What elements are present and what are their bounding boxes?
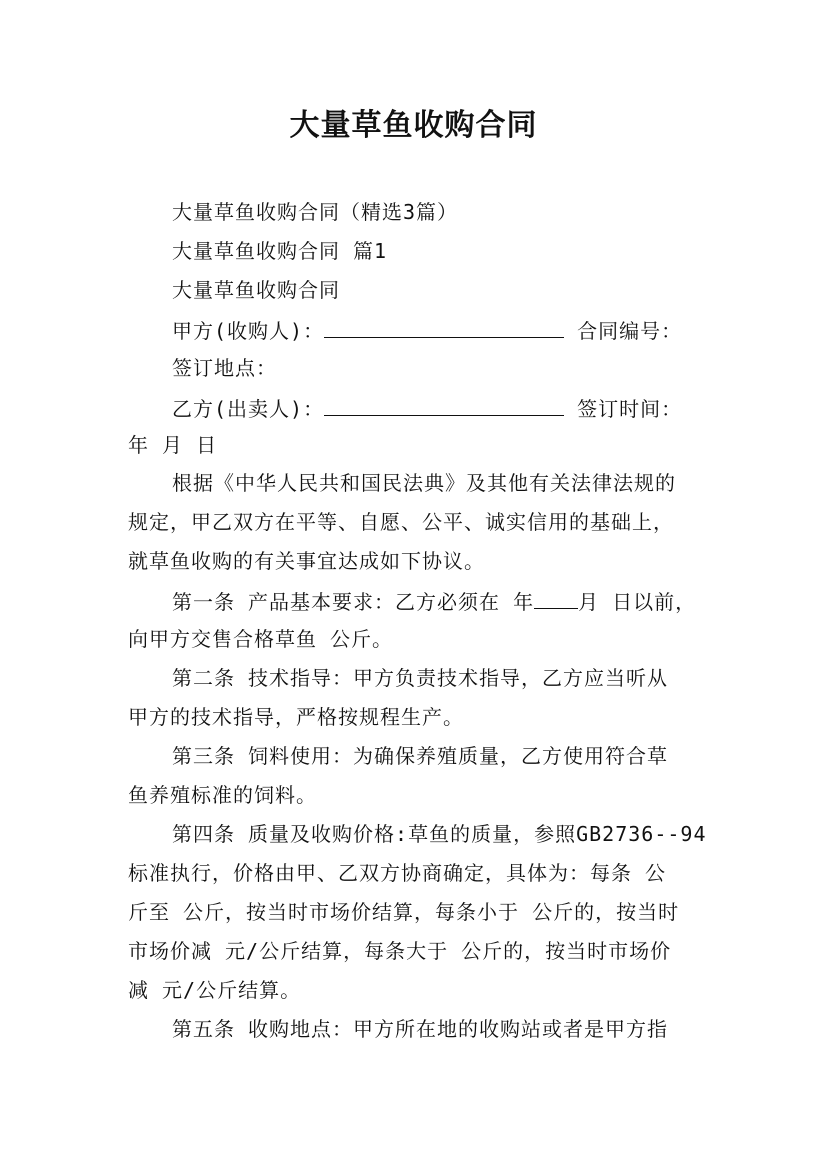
article4-line-4: 市场价减 元/公斤结算，每条大于 公斤的，按当时市场价: [128, 939, 672, 963]
party-b-blank: [324, 391, 564, 416]
article1-text-b: 月 日以前，: [578, 590, 697, 614]
article2-line-2: 甲方的技术指导，严格按规程生产。: [128, 705, 464, 729]
article4-line-5: 减 元/公斤结算。: [128, 978, 302, 1002]
sign-place-label: 签订地点：: [172, 356, 277, 380]
party-a-line: [128, 313, 752, 345]
article1-line-1: [128, 584, 752, 616]
article4-line-3: 斤至 公斤，按当时市场价结算，每条小于 公斤的，按当时: [128, 900, 680, 924]
article1-text-a: 第一条 产品基本要求：乙方必须在 年: [172, 590, 535, 614]
contract-subtitle: 大量草鱼收购合同: [172, 278, 340, 302]
article3-line-2: 鱼养殖标准的饲料。: [128, 783, 317, 807]
article3-line-1: 第三条 饲料使用：为确保养殖质量，乙方使用符合草: [172, 744, 669, 768]
para1-line-1: 根据《中华人民共和国民法典》及其他有关法律法规的: [172, 471, 676, 495]
article2-line-1: 第二条 技术指导：甲方负责技术指导，乙方应当听从: [172, 666, 669, 690]
party-b-label: 乙方(出卖人)：: [172, 397, 325, 421]
para1-line-3: 就草鱼收购的有关事宜达成如下协议。: [128, 549, 485, 573]
party-a-blank: [324, 313, 564, 338]
article4-line-1: 第四条 质量及收购价格:草鱼的质量，参照GB2736--94: [172, 822, 707, 846]
article4-line-2: 标准执行，价格由甲、乙双方协商确定，具体为：每条 公: [128, 861, 667, 885]
para1-line-2: 规定，甲乙双方在平等、自愿、公平、诚实信用的基础上，: [128, 510, 674, 534]
sign-time-label: 签订时间：: [577, 397, 683, 421]
article5-line-1: 第五条 收购地点：甲方所在地的收购站或者是甲方指: [172, 1017, 669, 1041]
article1-line-2: 向甲方交售合格草鱼 公斤。: [128, 627, 394, 651]
party-a-label: 甲方(收购人)：: [172, 319, 325, 343]
section-heading: 大量草鱼收购合同 篇1: [172, 239, 388, 263]
contract-no-label: 合同编号：: [577, 319, 683, 343]
party-b-line: [128, 391, 752, 423]
document-title: 大量草鱼收购合同: [289, 108, 538, 143]
month-blank: [534, 584, 578, 609]
date-line: 年 月 日: [128, 433, 218, 457]
intro-line: 大量草鱼收购合同（精选3篇）: [172, 200, 459, 224]
